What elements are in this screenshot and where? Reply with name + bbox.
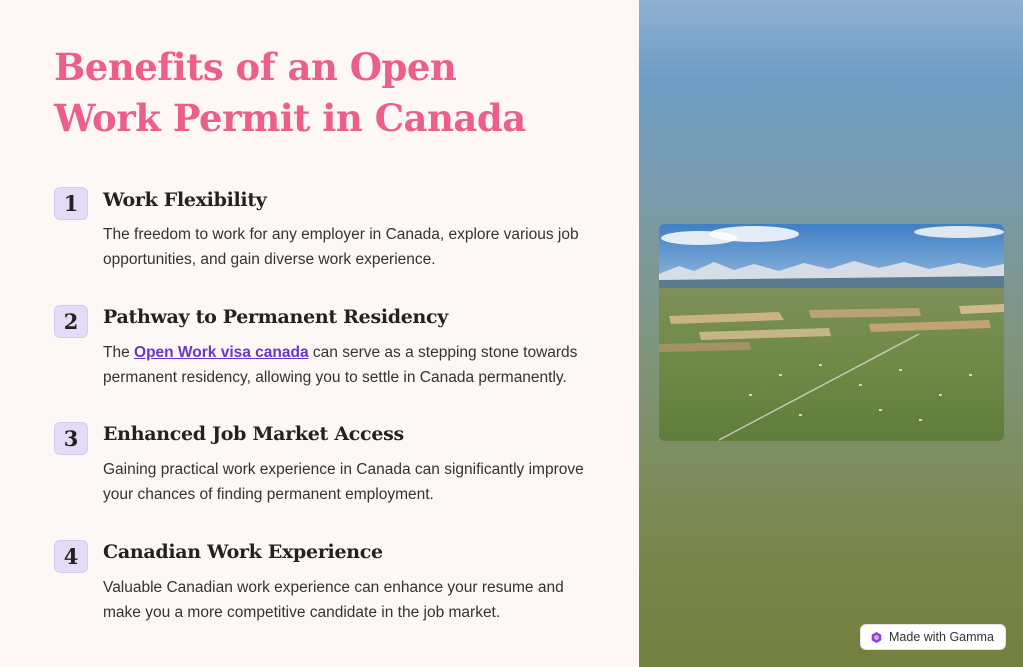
gamma-logo-icon	[871, 632, 882, 643]
desc-prefix: The	[103, 344, 135, 361]
item-title: Enhanced Job Market Access	[103, 423, 404, 445]
page-title: Benefits of an Open Work Permit in Canada	[54, 45, 526, 140]
landscape-photo	[659, 224, 1004, 441]
open-work-visa-link[interactable]: Open Work visa canada	[134, 344, 309, 361]
item-description: The freedom to work for any employer in Canada, explore various job opportunities, and gain diverse work experience.	[103, 226, 579, 268]
made-with-gamma-badge[interactable]	[860, 624, 1006, 650]
number-badge: 3	[54, 422, 88, 455]
number-badge: 2	[54, 305, 88, 338]
item-description: Gaining practical work experience in Canada can significantly improve your chances of finding permanent employment.	[103, 461, 584, 503]
item-description: Valuable Canadian work experience can enhance your resume and make you a more competitive candidate in the job market.	[103, 579, 564, 621]
image-panel	[639, 0, 1023, 667]
item-description	[103, 340, 603, 390]
item-title: Work Flexibility	[103, 189, 267, 211]
number-badge: 4	[54, 540, 88, 573]
desc-suffix: can serve as a stepping stone towards permanent residency, allowing you to settle in Canada permanently.	[103, 344, 578, 386]
item-title: Pathway to Permanent Residency	[103, 306, 449, 328]
item-title: Canadian Work Experience	[103, 541, 383, 563]
number-badge: 1	[54, 187, 88, 220]
badge-label: Made with Gamma	[889, 630, 994, 644]
